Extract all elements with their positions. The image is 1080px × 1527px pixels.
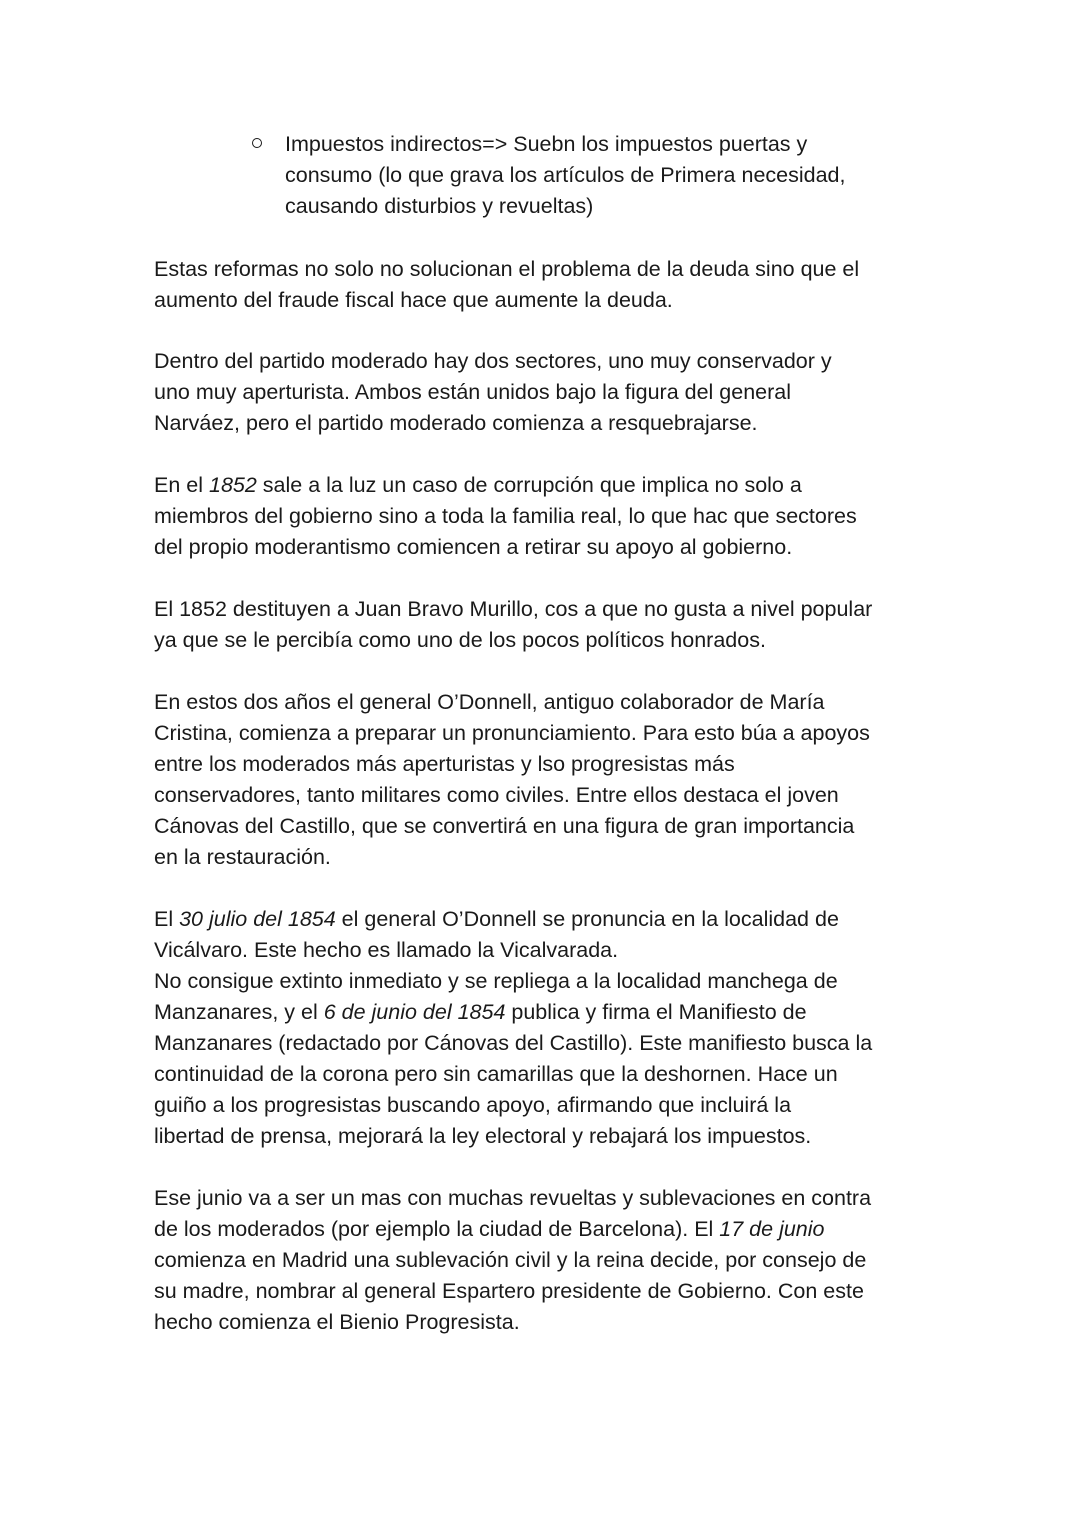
text-line: del propio moderantismo comiencen a retirar su apoyo al gobierno. [154,535,793,559]
text-line: Manzanares (redactado por Cánovas del Castillo). Este manifiesto busca la [154,1031,873,1055]
text-line: En estos dos años el general O’Donnell, antiguo colaborador de María [154,690,825,714]
italic-date: 1852 [208,473,257,497]
text-line: causando disturbios y revueltas) [285,194,594,218]
text-line: En el 1852 sale a la luz un caso de corrupción que implica no solo a [154,473,802,497]
text-line: libertad de prensa, mejorará la ley electoral y rebajará los impuestos. [154,1124,812,1148]
text-line: consumo (lo que grava los artículos de Primera necesidad, [285,163,846,187]
text-line: Ese junio va a ser un mas con muchas revueltas y sublevaciones en contra [154,1186,872,1210]
paragraph-corrupcion [154,470,944,563]
text-line: entre los moderados más aperturistas y lso progresistas más [154,752,735,776]
text-line: uno muy aperturista. Ambos están unidos bajo la figura del general [154,380,792,404]
text-line: El 30 julio del 1854 el general O’Donnell se pronuncia en la localidad de [154,907,839,931]
text-line: Estas reformas no solo no solucionan el problema de la deuda sino que el [154,257,860,281]
text-line: continuidad de la corona pero sin camarillas que la deshornen. Hace un [154,1062,838,1086]
italic-date: 17 de junio [719,1217,825,1241]
paragraph-odonnell [154,687,944,873]
text-line: miembros del gobierno sino a toda la familia real, lo que hac que sectores [154,504,857,528]
italic-date: 30 julio del 1854 [179,907,336,931]
paragraph-bienio-progresista [154,1183,944,1338]
text-line: ya que se le percibía como uno de los pocos políticos honrados. [154,628,766,652]
paragraph-bravo-murillo [154,594,944,656]
text-line: Manzanares, y el 6 de junio del 1854 publica y firma el Manifiesto de [154,1000,807,1024]
text-line: en la restauración. [154,845,331,869]
paragraph-reformas [154,254,944,316]
text-line: El 1852 destituyen a Juan Bravo Murillo, cos a que no gusta a nivel popular [154,597,873,621]
text-line: Vicálvaro. Este hecho es llamado la Vicalvarada. [154,938,619,962]
text-line: Cánovas del Castillo, que se convertirá en una figura de gran importancia [154,814,855,838]
bullet-text [285,129,925,222]
paragraph-partido-moderado [154,346,944,439]
text-line: aumento del fraude fiscal hace que aumente la deuda. [154,288,673,312]
italic-date: 6 de junio del 1854 [323,1000,506,1024]
paragraph-vicalvarada [154,904,944,1152]
text-line: Narváez, pero el partido moderado comienza a resquebrajarse. [154,411,758,435]
text-line: Impuestos indirectos=> Suebn los impuestos puertas y [285,132,808,156]
hollow-circle-bullet-icon [252,138,262,148]
text-line: comienza en Madrid una sublevación civil y la reina decide, por consejo de [154,1248,867,1272]
text-line: conservadores, tanto militares como civiles. Entre ellos destaca el joven [154,783,839,807]
text-line: guiño a los progresistas buscando apoyo, afirmando que incluirá la [154,1093,792,1117]
text-line: de los moderados (por ejemplo la ciudad de Barcelona). El 17 de junio [154,1217,825,1241]
text-line: su madre, nombrar al general Espartero presidente de Gobierno. Con este [154,1279,864,1303]
text-line: Cristina, comienza a preparar un pronunciamiento. Para esto búa a apoyos [154,721,870,745]
text-line: No consigue extinto inmediato y se repliega a la localidad manchega de [154,969,838,993]
text-line: Dentro del partido moderado hay dos sectores, uno muy conservador y [154,349,832,373]
text-line: hecho comienza el Bienio Progresista. [154,1310,520,1334]
